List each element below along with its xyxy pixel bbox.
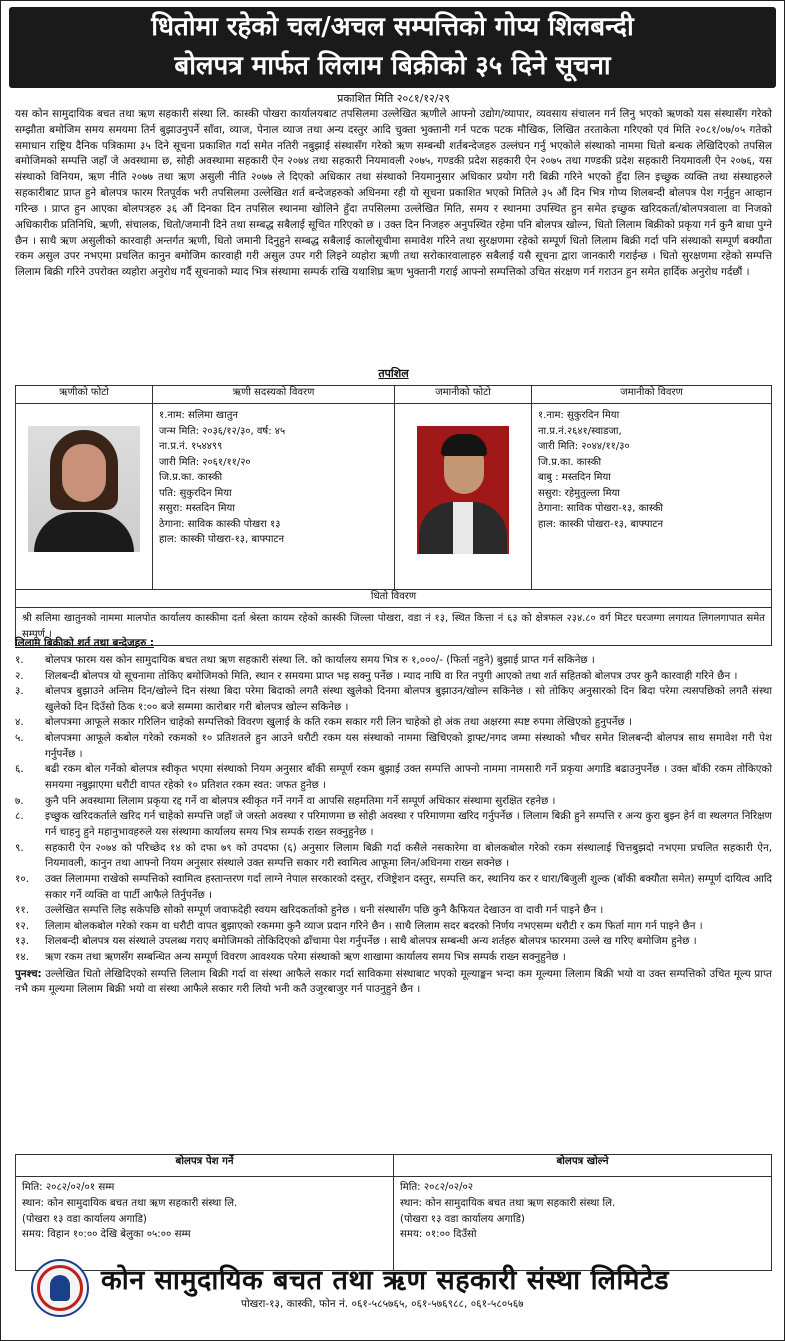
borrower-line: ठेगाना: साविक कास्की पोखरा १३ [159,518,281,530]
postscript-label: पुनश्च: [15,967,42,980]
condition-number: ९. [15,841,24,854]
condition-item [15,809,772,840]
header-borrower-photo: ऋणीको फोटो [16,386,153,404]
condition-text: ऋण रकम तथा ऋणसँग सम्बन्धित अन्य सम्पूर्ण विवरण आवश्यक परेमा संस्थाको ऋण शाखामा कार्यालय समय भित्र सम्पर्क राख्न सक्नुहुनेछ । [45,951,566,964]
condition-text: बोलपत्रमा आफूले सकार गरिलिन चाहेको सम्पत्तिको विवरण खुलाई के कति रकम सकार गरी लिन चाहेको हो अंक तथा अक्षरमा स्पष्ट रुपमा लेखिएको हुनुपर्नेछ । [45,716,632,729]
condition-text: कुनै पनि अवस्थामा लिलाम प्रकृया रद्द गर्ने वा बोलपत्र स्वीकृत गर्ने नगर्ने वा आपसि सहमतिमा गर्ने सम्पूर्ण अधिकार संस्थामा सुरक्षित रहनेछ । [45,794,556,807]
borrower-line: ससुरा: मस्तदिन मिया [159,503,235,514]
borrower-line: जन्म मिति: २०३६/१२/३०, वर्ष: ४५ [159,425,286,437]
postscript-text: उल्लेखित धितो लेखिदिएको सम्पत्ति लिलाम बिक्री गर्दा वा संस्था आफैले सकार गर्दा साविकमा संस्थाबाट भएको मूल्याङ्कन भन्दा कम मूल्यमा लिलाम बिक्री भयो वा उक्त सम्पत्तिको उचित मूल्य प्राप्त नभै कम मूल्यमा लिलाम बिक्री भयो वा संस्था आफैले सकार गरी लियो भनी कतै उजुरबाजुर गर्न पाउनुहुने छैन । [15,967,772,996]
condition-item [15,762,772,793]
condition-item [15,794,772,810]
submit-line: स्थान: कोन सामुदायिक बचत तथा ऋण सहकारी संस्था लि. [22,1197,238,1209]
organization-address: पोखरा-१३, कास्की, फोन नं. ०६१-५८५७६५, ०६१-५७६९८८, ०६१-५८०५६७ [241,1298,524,1310]
borrower-photo [28,426,140,552]
schedule-table [15,1154,772,1271]
header-guarantor-photo: जमानीको फोटो [395,386,532,404]
conditions-section [15,636,772,998]
guarantor-photo [417,426,509,554]
condition-text: बोलपत्र बुझाउने अन्तिम दिन/खोल्ने दिन संस्था बिदा परेमा बिदाको लगतै संस्था खुलेको दिनमा बोलपत्र बुझाउन/खोल्न सकिनेछ । सो तोकिए अनुसारको दिन बिदा परेमा त्यसपछिको लगतै संस्था खुलेको दिन दिउँसो ठिक १:०० बजे सम्ममा कारोबार गरी बोलपत्र खोल्न सकिनेछ । [45,685,772,713]
borrower-line: जि.प्र.का. कास्की [159,472,223,483]
condition-item [15,653,772,669]
condition-text: इच्छुक खरिदकर्ताले खरिद गर्न चाहेको सम्पत्ति जहाँ जे जस्तो अवस्था र परिमाणमा छ सोही अवस्था र परिमाणमा खरिद गर्नुपर्नेछ । लिलाम बिक्री हुने सम्पत्ति र अन्य कुरा बुझ्न हेर्न वा स्थलगत निरिक्षण गर्न चाहनु हुने महानुभावहरुले यस संस्थामा कार्यालय समय भित्र सम्पर्क राख्न सक्नुहुनेछ । [45,810,772,838]
condition-number: ११. [15,904,29,917]
organization-name: कोन सामुदायिक बचत तथा ऋण सहकारी संस्था लिमिटेड [101,1265,670,1296]
guarantor-line: जि.प्र.का. कास्की [538,456,602,468]
borrower-details [153,404,395,590]
borrower-line: जारी मिति: २०६१/११/२० [159,456,251,468]
condition-item [15,731,772,762]
submit-line: मिति: २०८२/०२/०१ सम्म [22,1182,115,1193]
intro-paragraph: यस कोन सामुदायिक बचत तथा ऋण सहकारी संस्था लि. कास्की पोखरा कार्यालयबाट तपसिलमा उल्लेखित ऋणीले आफ्नो उद्योग/व्यापार, व्यवसाय संचालन गर्न लिनु भएको ऋणको यस संस्थासँग गरेको सम्झौता बमोजिम समय समयमा तिर्न बुझाउनुपर्ने साँवा, व्याज, पेनाल व्याज तथा अन्य दस्तुर आदि चुक्ता भुक्तानी गर्न पटक पटक मौखिक, लिखित तरताकेता गरिएको एवं मिति २०८१/०७/०५ गतेको समाधान राष्ट्रिय दैनिक पत्रिकामा ३५ दिने सूचना प्रकाशित गर्दा समेत नतिरी नबुझाई संस्थासँग गरेको ऋण सम्बन्धी शर्तबन्देजहरु उल्लंघन गर्नु भएकोले संस्थाको नाममा धितो बन्धक लेखिदिएको तपसिल बमोजिमको सम्पत्ति जहाँ जे अवस्थामा छ, सोही अवस्थामा सहकारी ऐन २०७४ तथा सहकारी नियमावली २०७५, गण्डकी प्रदेश सहकारी ऐन २०७५ तथा गण्डकी प्रदेश सहकारी नियमावली ऐन २०७६, यस संस्थाको विनियम, ऋण नीति २०७७ तथा ऋण असुली नीति २०७७ ले दिएको अधिकार तथा संस्थाको नियमानुसार अधिकार प्रयोग गरी बिक्री गरिने भएको हुँदा लिन इच्छुक व्यक्ति तथा संस्थाहरुले सहकारीबाट प्राप्त हुने बोलपत्र फारम रितपूर्वक भरी तपसिलमा उल्लेखित शर्त बन्देजहरुको अधिनमा रही यो सूचना प्रकाशित भएको मितिले ३५ औं दिन भित्र गोप्य शिलबन्दी बोलपत्र पेश गर्नुहुन आव्हान गरिन्छ । प्राप्त हुन आएका बोलपत्रहरु ३६ औं दिनका दिन तपसिल स्थानमा खोलिने हुँदा तपसिलमा उल्लेखित मिति, समय र स्थानमा उपस्थित हुन समेत इच्छुक खरिदकर्ता/बोलपत्रवाला वा निजको अधिकारीक प्रतिनिधि, ऋणी, संचालक, धितो/जमानी दिने तथा सम्बद्ध सबैलाई सूचित गरिएको छ । उक्त दिन निजहरु अनुपस्थित रहेमा पनि बोलपत्र खोल्न, धितो लिलाम बिक्रीको प्रकृया गर्न कुनै बाधा पुग्ने छैन । साथै ऋण असुलीको कारवाही अन्तर्गत ऋणी, धितो जमानी दिनुहुने सम्बद्ध सबैलाई कालोसूचीमा समावेश गरिने तथा सुरक्षणमा रहेको सम्पूर्ण धितो लिलाम बिक्री गर्दा पनि संस्थाको सम्पूर्ण बक्यौता रकम असुल उपर नभएमा प्रचलित कानुन बमोजिम कारवाही गरी असुल उपर गरी लिइने व्यहोरा ऋणी तथा सरोकारवालाहरु सबैलाई यसै सूचना द्वारा जानकारी गराईन्छ । धितो सुरक्षणमा रहेको सम्पत्ति लिलाम बिक्री गरिने उपरोक्त व्यहोरा अनुरोध गर्दै सूचनाको म्याद भित्र संस्थामा सम्पर्क राखि यथाशिघ्र ऋण भुक्तानी गराई आफ्नो सम्पत्तिको उचित संरक्षण गर्न गराउन हुन समेत हार्दिक अनुरोध गर्दछौं । [15,108,772,279]
footer [15,1257,772,1321]
condition-number: ४. [15,716,24,729]
condition-item [15,919,772,935]
guarantor-details [532,404,772,590]
submit-line: (पोखरा १३ वडा कार्यालय अगाडि) [22,1213,147,1225]
header-guarantor-details: जमानीको विवरण [532,386,772,404]
borrower-line: ना.प्र.नं. १५४४९९ [159,441,223,452]
postscript [15,967,772,998]
condition-item [15,669,772,685]
condition-number: १३. [15,935,29,948]
cooperative-logo-icon [31,1259,89,1317]
condition-number: १४. [15,951,29,964]
condition-number: ६. [15,763,24,776]
open-line: मिति: २०८२/०२/०२ [400,1182,474,1193]
conditions-title: लिलाम बिक्रीको शर्त तथा बन्देजहरु : [15,637,154,649]
condition-number: २. [15,669,24,682]
open-line: समय: ०१:०० दिउँसो [400,1229,477,1241]
guarantor-line: ठेगाना: साविक पोखरा-१३, कास्की [538,503,664,514]
notice-header [9,7,776,88]
condition-text: उल्लेखित सम्पत्ति लिइ सकेपछि सोको सम्पूर्ण जवाफदेही स्वयम खरिदकर्ताको हुनेछ । धनी संस्थासँग पछि कुनै कैफियत देखाउन वा दावी गर्न पाइने छैन । [45,904,604,917]
condition-text: सहकारी ऐन २०७४ को परिच्छेद १४ को दफा ७९ को उपदफा (६) अनुसार लिलाम बिक्री गर्दा कसैले नसकारेमा वा बोलकबोल गरेको रकम संस्थालाई चित्तबुझदो नभएमा प्रचलित सहकारी ऐन, नियमावली, कानुन तथा आफ्नो नियम अनुसार संस्थाले उक्त सम्पत्ति सकार गरी स्वामित्व आफूमा लिन/अधिनमा राख्न सक्नेछ । [45,841,772,870]
condition-item [15,841,772,872]
borrower-photo-cell [16,404,153,590]
guarantor-line: जारी मिति: २०४४/११/३० [538,441,630,452]
condition-number: ३. [15,685,24,698]
collateral-heading: धितो विवरण [16,590,772,608]
header-borrower-details: ऋणी सदस्यको विवरण [153,386,395,404]
submit-heading: बोलपत्र पेश गर्ने [16,1155,394,1177]
condition-number: १०. [15,872,29,885]
guarantor-photo-cell [395,404,532,590]
header-line-1: धितोमा रहेको चल/अचल सम्पत्तिको गोप्य शिलबन्दी [151,12,634,42]
guarantor-line: ससुरा: रहेमुतुल्ला मिया [538,487,620,499]
condition-item [15,934,772,950]
tapasil-heading: तपशिल [378,367,409,380]
condition-number: १२. [15,919,29,932]
condition-text: लिलाम बोलकबोल गरेको रकम वा धरौटी वापत बुझाएको रकममा कुनै व्याज प्रदान गरिने छैन । साथै लिलाम सदर बदरको निर्णय नभएसम्म धरौटी र कम फिर्ता माग गर्न पाइने छैन । [45,919,703,932]
condition-text: बोलपत्र फारम यस कोन सामुदायिक बचत तथा ऋण सहकारी संस्था लि. को कार्यालय समय भित्र रु १,०००/- (फिर्ता नहुने) बुझाई प्राप्त गर्न सकिनेछ । [45,653,595,666]
submit-line: समय: विहान १०:०० देखि बेलुका ०५:०० सम्म [22,1229,191,1241]
condition-item [15,715,772,731]
condition-item [15,872,772,903]
borrower-line: १.नाम: सलिमा खातुन [159,410,238,421]
condition-number: ७. [15,794,24,807]
condition-text: बढी रकम बोल गर्नेको बोलपत्र स्वीकृत भएमा संस्थाको नियम अनुसार बाँकी सम्पूर्ण रकम बुझाई उक्त सम्पत्ति आफ्नो नाममा नामसारी गर्ने प्रकृया अगाडि बढाउनुपर्नेछ । उक्त बाँकी रकम तोकिएको समयमा नबुझाएमा धरौटी वापत रहेको १० प्रतिशत रकम स्वत: जफत हुनेछ । [45,763,772,792]
condition-number: ८. [15,810,24,823]
condition-item [15,903,772,919]
header-line-2: बोलपत्र मार्फत लिलाम बिक्रीको ३५ दिने सूचना [174,51,611,81]
condition-item [15,684,772,715]
guarantor-line: बाबु : मस्तदिन मिया [538,472,611,483]
guarantor-line: ना.प्र.नं.२६४१/स्वाडजा, [538,425,622,437]
condition-item [15,950,772,966]
condition-text: शिलबन्दी बोलपत्र यस संस्थाले उपलब्ध गराए बमोजिमको तोकिदिएको ढाँचामा पेश गर्नुपर्नेछ । साथै बोलपत्र सम्बन्धी अन्य शर्तहरु बोलपत्र फारममा उल्ले ख गरिए बमोजिम हुनेछ । [45,935,697,948]
borrower-line: पति: सुकुरदिन मिया [159,487,232,499]
condition-text: शिलबन्दी बोलपत्र यो सूचनामा तोकिए बमोजिमको मिति, स्थान र समयमा प्राप्त भइ सक्नु पर्नेछ । म्याद नाघि वा रित नपुगी आएको तथा शर्त सहितको बोलपत्र उपर कुनै कारवाही गरिने छैन । [45,669,738,682]
condition-text: बोलपत्रमा आफूले कबोल गरेको रकमको १० प्रतिशतले हुन आउने धरौटी रकम यस संस्थाको नाममा खिचिएको ड्राफ्ट/नगद जम्मा संस्थाको भौचर समेत शिलबन्दी बोलपत्र साथ समावेश गरी पेश गर्नुपर्नेछ । [45,732,772,760]
open-line: स्थान: कोन सामुदायिक बचत तथा ऋण सहकारी संस्था लि. [400,1197,616,1209]
details-table [15,385,772,646]
borrower-line: हाल: कास्की पोखरा-१३, बाफ्पाटन [159,534,285,545]
condition-text: उक्त लिलाममा राखेको सम्पत्तिको स्वामित्व हस्तान्तरण गर्दा लाग्ने नेपाल सरकारको दस्तुर, रजिष्ट्रेशन दस्तुर, सम्पत्ति कर, स्थानिय कर र धारा/बिजुली शुल्क (बाँकी बक्यौता समेत) सम्पूर्ण दायित्व आदि सकार गर्ने व्यक्ति वा पार्टी आफैले तिर्नुपर्नेछ । [45,872,772,901]
guarantor-line: १.नाम: सुकुरदिन मिया [538,410,620,421]
guarantor-line: हाल: कास्की पोखरा-१३, बाफ्पाटन [538,518,664,530]
condition-number: १. [15,653,24,666]
published-date: प्रकाशित मिति २०८१/१२/२९ [337,92,450,105]
open-heading: बोलपत्र खोल्ने [394,1155,772,1177]
collateral-description: श्री सलिमा खातुनको नाममा मालपोत कार्यालय कास्कीमा दर्ता श्रेस्ता कायम रहेको कास्की जिल्ला पोखरा, वडा नं १३, स्थित कित्ता नं ६३ को क्षेत्रफल २३४.८० वर्ग मिटर घरजग्गा लगायत लिगलगापात समेत सम्पूर्ण । [16,608,772,646]
open-line: (पोखरा १३ वडा कार्यालय अगाडि) [400,1213,525,1225]
condition-number: ५. [15,732,24,745]
